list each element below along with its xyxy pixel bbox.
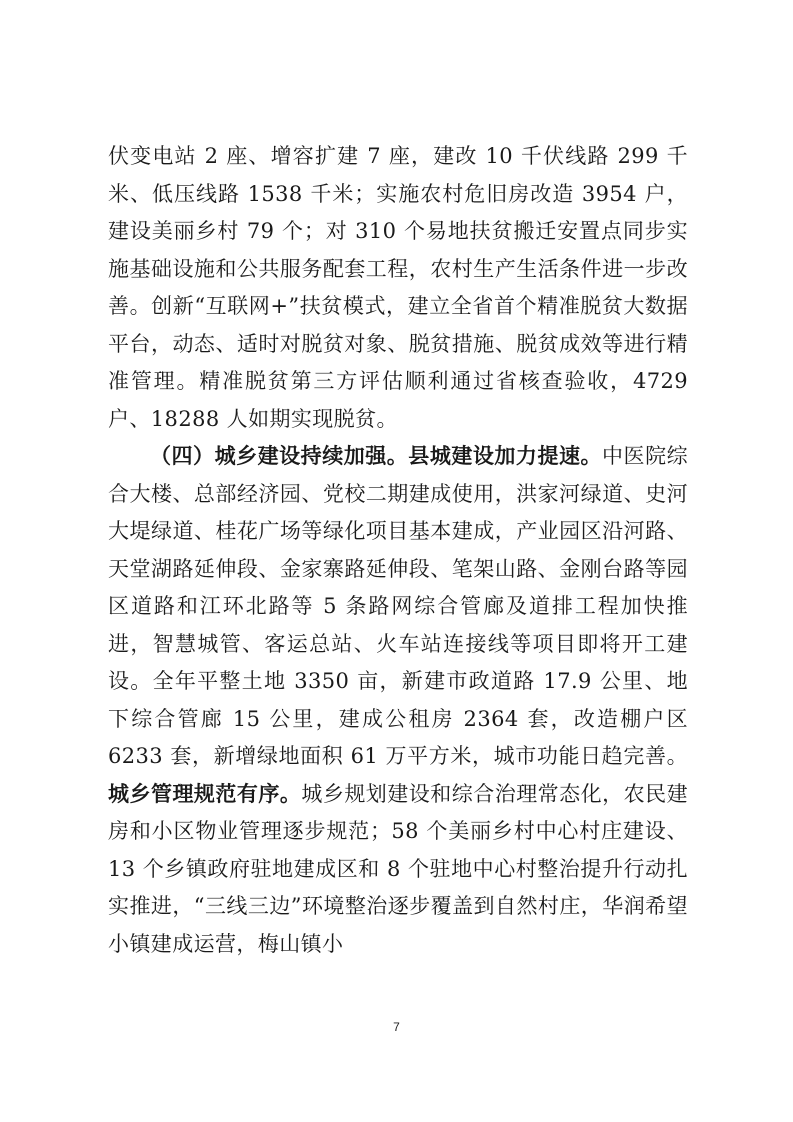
paragraph-infrastructure [108,138,688,438]
paragraph-text: 城乡规划建设和综合治理常态化，农民建房和小区物业管理逐步规范；58 个美丽乡村中心村庄建设、13 个乡镇政府驻地建成区和 8 个驻地中心村整治提升行动扎实推进，“三线三边”环境整治逐步覆盖到自然村庄，华润希望小镇建成运营，梅山镇小 [108,781,688,956]
section-heading: （四）城乡建设持续加强。 [150,444,409,468]
paragraph-text: 伏变电站 2 座、增容扩建 7 座，建改 10 千伏线路 299 千米、低压线路 1538 千米；实施农村危旧房改造 3954 户，建设美丽乡村 79 个；对 310 个易地扶贫搬迁安置点同步实施基础设施和公共服务配套工程，农村生产生活条件进一步改善。创新“互联网+”扶贫模式，建立全省首个精准脱贫大数据平台，动态、适时对脱贫对象、脱贫措施、脱贫成效等进行精准管理。精准脱贫第三方评估顺利通过省核查验收，4729 户、18288 人如期实现脱贫。 [108,144,688,431]
page-number: 7 [393,1020,400,1034]
subheading-county-construction: 县城建设加力提速。 [408,444,603,468]
document-body [108,138,688,963]
paragraph-text: 中医院综合大楼、总部经济园、党校二期建成使用，洪家河绿道、史河大堤绿道、桂花广场等绿化项目基本建成，产业园区沿河路、天堂湖路延伸段、金家寨路延伸段、笔架山路、金刚台路等园区道路和江环北路等 5 条路网综合管廊及道排工程加快推进，智慧城管、客运总站、火车站连接线等项目即将开工建设。全年平整土地 3350 亩，新建市政道路 17.9 公里、地下综合管廊 15 公里，建成公租房 2364 套，改造棚户区 6233 套，新增绿地面积 61 万平方米，城市功能日趋完善。 [108,444,688,768]
subheading-management: 城乡管理规范有序。 [108,781,302,806]
paragraph-urban-rural-construction [108,438,688,963]
